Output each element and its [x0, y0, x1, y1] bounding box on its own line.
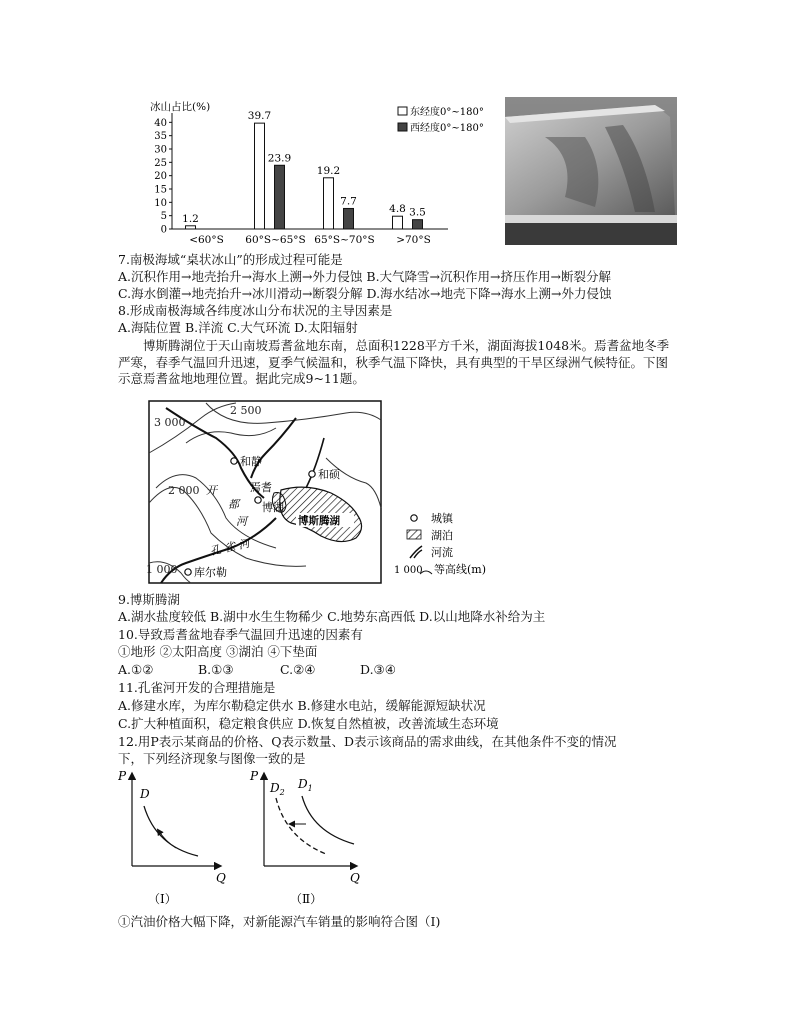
kongque-label: 孔 雀 河 — [208, 536, 251, 558]
q10-items: ①地形 ②太阳高度 ③湖泊 ④下垫面 — [118, 644, 318, 659]
q12-stem-line1: 12.用P表示某商品的价格、Q表示数量、D表示该商品的需求曲线，在其他条件不变的情况 — [118, 734, 617, 749]
q10-option-b: B.①③ — [198, 662, 234, 677]
graph2-d1-curve — [302, 796, 354, 844]
graph2-d1-sub: 1 — [307, 784, 313, 793]
yanqi-label: 焉耆 — [250, 481, 272, 494]
q10-stem: 10.导致焉耆盆地春季气温回升迅速的因素有 — [118, 627, 363, 642]
legend-lake-label: 湖泊 — [431, 529, 453, 542]
graph-2 — [249, 769, 360, 906]
graph1-d-label: D — [140, 787, 150, 801]
legend-town-label: 城镇 — [431, 512, 453, 525]
q7-options-ab: A.沉积作用→地壳抬升→海水上溯→外力侵蚀 B.大气降雪→沉积作用→挤压作用→断裂分解 — [118, 269, 611, 284]
graph1-p-label: P — [118, 769, 127, 783]
kaidu-label-1: 开 — [206, 484, 217, 497]
heshuo-label: 和硕 — [318, 468, 340, 481]
y-tick-label: 20 — [154, 171, 167, 183]
contour-2000: 2 000 — [168, 484, 200, 497]
bar-value-label: 19.2 — [316, 164, 341, 177]
x-tick-label: >70°S — [396, 234, 431, 246]
graph2-q-label: Q — [350, 871, 360, 885]
tabular-iceberg-photo — [505, 97, 677, 245]
town-hejing — [231, 458, 237, 464]
q7-options-cd: C.海水倒灌→地壳抬升→冰川滑动→断裂分解 D.海水结冰→地壳下降→海水上溯→外力侵蚀 — [118, 286, 612, 301]
chart-ylabel: 冰山占比(%) — [150, 101, 211, 113]
legend-west-label: 西经度0°~180° — [410, 123, 484, 134]
bar-west — [344, 208, 354, 229]
x-tick-label: 65°S~70°S — [314, 234, 375, 246]
legend-east-label: 东经度0°~180° — [410, 107, 484, 118]
bar-value-label: 7.7 — [340, 195, 357, 208]
y-tick-label: 15 — [154, 184, 167, 196]
bohu-label: 博湖 — [262, 501, 284, 514]
y-tick-label: 0 — [160, 224, 167, 236]
legend-contour-label: 等高线(m) — [434, 563, 487, 576]
q10-option-c: C.②④ — [280, 662, 316, 677]
x-tick-label: 60°S~65°S — [245, 234, 306, 246]
bar-east — [393, 216, 403, 229]
graph1-q-label: Q — [216, 871, 226, 885]
contour-2500: 2 500 — [230, 404, 262, 417]
town-heshuo — [309, 471, 315, 477]
bar-east — [255, 123, 265, 229]
yanqi-basin-map — [146, 398, 508, 588]
graph2-d2-sub: 2 — [279, 788, 285, 797]
graph1-demand-curve — [144, 806, 198, 856]
iceberg-bar-chart — [118, 95, 498, 250]
bar-value-label: 3.5 — [409, 206, 426, 219]
bar-west — [275, 165, 285, 229]
q12-item-1: ①汽油价格大幅下降，对新能源汽车销量的影响符合图（I) — [118, 914, 441, 929]
bar-value-label: 4.8 — [389, 203, 406, 216]
bar-east — [324, 178, 334, 229]
x-tick-label: <60°S — [189, 234, 224, 246]
legend-river-symbol — [410, 546, 422, 558]
graph1-caption: （Ⅰ） — [148, 892, 177, 906]
graph2-caption: （Ⅱ） — [290, 892, 323, 906]
town-korla — [185, 569, 191, 575]
y-tick-label: 25 — [154, 157, 167, 169]
bar-value-label: 1.2 — [182, 212, 199, 225]
kaidu-label-3: 河 — [236, 515, 247, 528]
contour-3000: 3 000 — [154, 416, 186, 429]
bar-west — [413, 220, 423, 229]
graph2-d2-label — [269, 781, 285, 797]
y-tick-label: 30 — [154, 144, 167, 156]
y-tick-label: 10 — [154, 197, 167, 209]
graph2-d1-label — [297, 777, 313, 793]
lake-label: 博斯腾湖 — [298, 515, 340, 527]
legend-river-label: 河流 — [431, 546, 453, 559]
bar-east — [186, 226, 196, 229]
q8-options: A.海陆位置 B.洋流 C.大气环流 D.太阳辐射 — [118, 320, 358, 335]
contour-1000: 1 000 — [146, 563, 178, 576]
kaidu-label-2: 都 — [228, 498, 239, 511]
korla-label: 库尔勒 — [194, 566, 227, 579]
legend-swatch-east — [398, 107, 407, 115]
y-tick-label: 40 — [154, 117, 167, 129]
town-yanqi — [255, 497, 261, 503]
q11-stem: 11.孔雀河开发的合理措施是 — [118, 680, 276, 695]
q12-stem-line2: 下，下列经济现象与图像一致的是 — [118, 751, 306, 766]
graph2-d1-letter: D — [298, 777, 308, 791]
hejing-label: 和静 — [240, 455, 262, 468]
q10-option-a: A.①② — [118, 662, 154, 677]
q7-stem: 7.南极海域“桌状冰山”的形成过程可能是 — [118, 252, 343, 267]
graph2-d2-letter: D — [270, 781, 280, 795]
legend-swatch-west — [398, 123, 407, 131]
legend-town-symbol — [411, 515, 417, 521]
demand-curve-graphs — [118, 768, 378, 910]
legend-contour-value: 1 000 — [394, 565, 423, 576]
graph2-d2-curve — [276, 798, 326, 854]
y-tick-label: 35 — [154, 131, 167, 143]
passage: 博斯腾湖位于天山南坡焉耆盆地东南，总面积1228平方千米，湖面海拔1048米。焉耆盆地冬季严寒，春季气温回升迅速，夏季气候温和，秋季气温下降快，具有典型的干旱区绿洲气候特征。下图示意焉耆盆地地理位置。据此完成9~11题。 — [118, 338, 670, 386]
q9-options: A.湖水盐度较低 B.湖中水生生物稀少 C.地势东高西低 D.以山地降水补给为主 — [118, 609, 546, 624]
q10-option-d: D.③④ — [360, 662, 396, 677]
graph-1 — [118, 769, 226, 906]
bar-value-label: 23.9 — [267, 152, 292, 165]
graph2-p-label: P — [250, 769, 259, 783]
q9-stem: 9.博斯腾湖 — [118, 592, 180, 607]
legend-lake-symbol — [407, 530, 421, 539]
q11-options-cd: C.扩大种植面积，稳定粮食供应 D.恢复自然植被，改善流域生态环境 — [118, 716, 499, 731]
y-tick-label: 5 — [160, 211, 167, 223]
q11-options-ab: A.修建水库，为库尔勒稳定供水 B.修建水电站，缓解能源短缺状况 — [118, 698, 486, 713]
bar-value-label: 39.7 — [247, 110, 272, 123]
q8-stem: 8.形成南极海域各纬度冰山分布状况的主导因素是 — [118, 303, 393, 318]
